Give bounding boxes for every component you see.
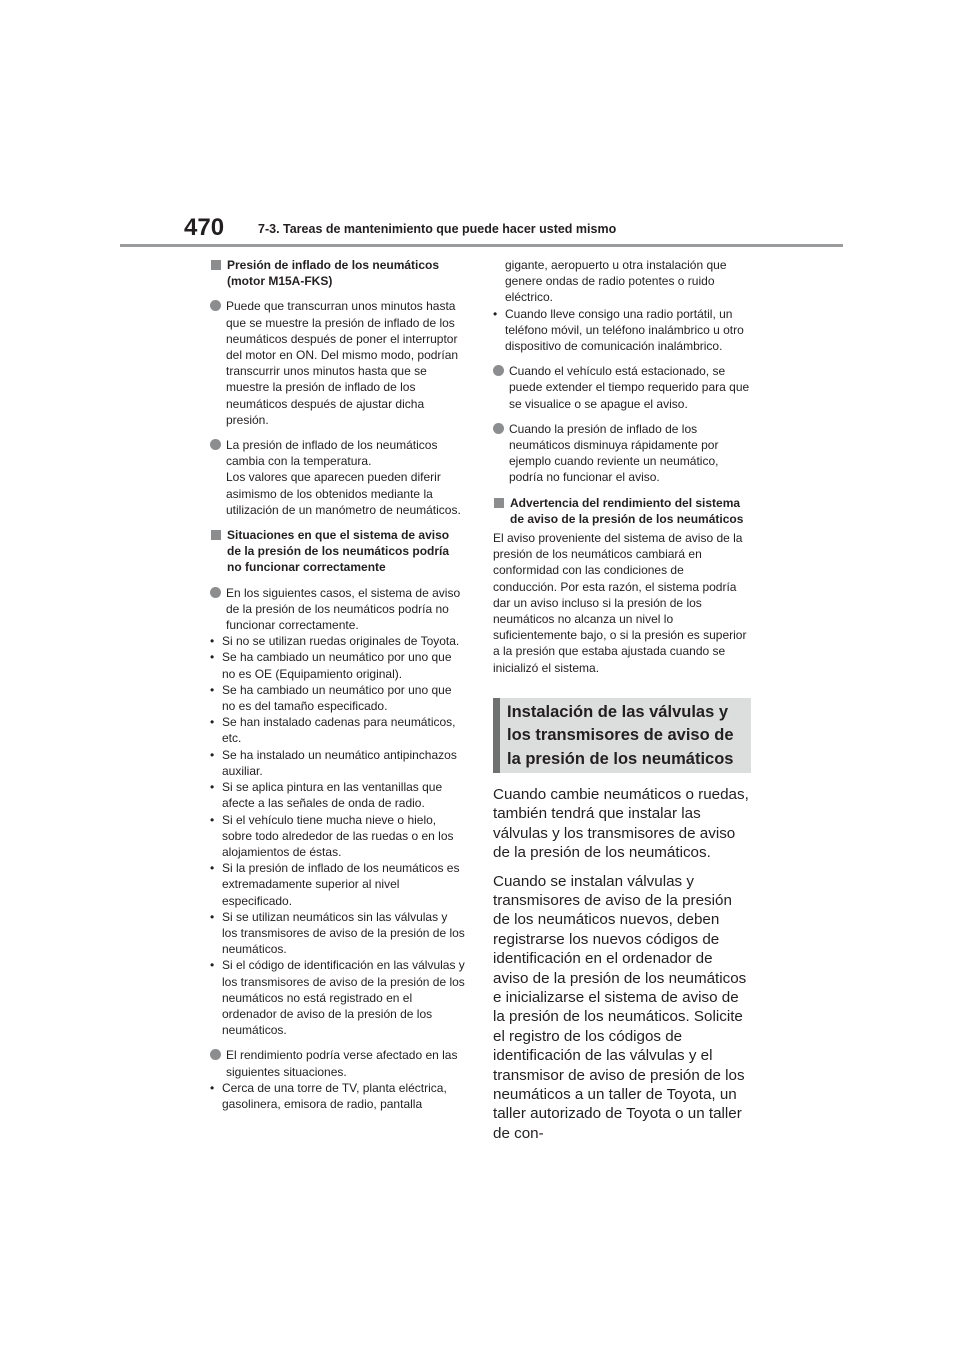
bullet-text: Puede que transcurran unos minutos hasta que se muestre la presión de inflado de los neumáticos después de poner el interruptor del motor en ON. Del mismo modo, podrían transcurrir unos minutos hasta que se muestre la presión de inflado de los neumáticos después de ajustar dicha presión. [226, 299, 459, 427]
circle-bullet-icon [210, 587, 221, 598]
bullet-item [493, 421, 751, 486]
square-bullet-icon [211, 260, 221, 270]
circle-bullet-icon [493, 365, 504, 376]
bullet-item [210, 298, 466, 428]
sub-item: • Si el vehículo tiene mucha nieve o hielo, sobre todo alrededor de las ruedas o en los alojamientos de éstas. [210, 812, 454, 859]
section-title: 7-3. Tareas de mantenimiento que puede hacer usted mismo [258, 222, 617, 236]
section-heading-box [493, 698, 751, 773]
circle-bullet-icon [210, 300, 221, 311]
subheading-text: Advertencia del rendimiento del sistema de aviso de la presión de los neumáticos [510, 495, 744, 526]
bullet-text: En los siguientes casos, el sistema de aviso de la presión de los neumáticos podría no funcionar correctamente. [226, 585, 461, 633]
subheading [210, 527, 466, 576]
sub-item: • Se ha instalado un neumático antipinchazos auxiliar. [210, 747, 457, 778]
left-column [210, 257, 466, 1121]
paragraph: Cuando cambie neumáticos o ruedas, también tendrá que instalar las válvulas y los transmisores de aviso de la presión de los neumáticos. [493, 785, 749, 862]
sub-item: • Se ha cambiado un neumático por uno que no es OE (Equipamiento original). [210, 650, 452, 681]
circle-bullet-icon [493, 423, 504, 434]
bullet-text: Cuando el vehículo está estacionado, se puede extender el tiempo requerido para que se visualice o se apague el aviso. [509, 364, 750, 411]
circle-bullet-icon [210, 1049, 221, 1060]
circle-bullet-icon [210, 439, 221, 450]
subheading-text: Situaciones en que el sistema de aviso de la presión de los neumáticos podría no funcionar correctamente [227, 528, 450, 575]
paragraph: El aviso proveniente del sistema de aviso de la presión de los neumáticos cambiará en conformidad con las condiciones de conducción. Por esta razón, el sistema podría dar un aviso incluso si la presión de los neumáticos no alcanza un nivel lo suficientemente bajo, o si la presión es superior a la presión que estaba ajustada cuando se inicializó el sistema. [493, 531, 747, 675]
paragraph: Cuando se instalan válvulas y transmisores de aviso de la presión de los neumáticos nuevos, deben registrarse los nuevos códigos de identificación en el ordenador de aviso de la presión de los neumáticos e inicializarse el sistema de aviso de la presión de los neumáticos. Solicite el registro de los códigos de identificación de las válvulas y el transmisor de aviso de presión de los neumáticos a un taller de Toyota, un taller autorizado de Toyota o un taller de con- [493, 872, 747, 1142]
sub-item-continued: gigante, aeropuerto u otra instalación que genere ondas de radio potentes o ruido eléctrico. [505, 258, 727, 305]
bullet-item [493, 363, 751, 412]
square-bullet-icon [211, 530, 221, 540]
subheading [493, 495, 751, 527]
bullet-text: La presión de inflado de los neumáticos cambia con la temperatura. [226, 438, 438, 469]
sub-item: • Cerca de una torre de TV, planta eléctrica, gasolinera, emisora de radio, pantalla [210, 1080, 447, 1111]
page-number: 470 [184, 214, 225, 241]
subheading [210, 257, 466, 289]
subheading-text: Presión de inflado de los neumáticos (motor M15A-FKS) [227, 258, 440, 289]
sub-item: • Si la presión de inflado de los neumáticos es extremadamente superior al nivel especificado. [210, 861, 460, 908]
bullet-item [210, 1047, 466, 1112]
right-column [493, 257, 751, 1152]
section-heading: Instalación de las válvulas y los transmisores de aviso de la presión de los neumáticos [507, 702, 734, 768]
sub-item: • Cuando lleve consigo una radio portátil, un teléfono móvil, un teléfono inalámbrico u otro dispositivo de comunicación inalámbrico. [493, 306, 744, 354]
bullet-text: Los valores que aparecen pueden diferir asimismo de los obtenidos mediante la utilización de un manómetro de neumáticos. [226, 470, 461, 517]
sub-item: • Se ha cambiado un neumático por uno que no es del tamaño especificado. [210, 682, 452, 714]
bullet-text: Cuando la presión de inflado de los neumáticos disminuya rápidamente por ejemplo cuando reviente un neumático, podría no funcionar el aviso. [509, 421, 719, 485]
bullet-item [210, 437, 466, 518]
header-divider [120, 244, 843, 247]
bullet-text: El rendimiento podría verse afectado en las siguientes situaciones. [226, 1048, 458, 1079]
sub-item: • Si se utilizan neumáticos sin las válvulas y los transmisores de aviso de la presión de los neumáticos. [210, 909, 465, 957]
sub-item: • Se han instalado cadenas para neumáticos, etc. [210, 715, 456, 746]
sub-item: • Si se aplica pintura en las ventanillas que afecte a las señales de onda de radio. [210, 780, 443, 811]
bullet-item [210, 585, 466, 1039]
square-bullet-icon [494, 498, 504, 508]
page-header [184, 214, 844, 248]
sub-item: • Si no se utilizan ruedas originales de Toyota. [210, 634, 460, 649]
sub-item: • Si el código de identificación en las válvulas y los transmisores de aviso de la presión de los neumáticos no está registrado en el ordenador de aviso de la presión de los neumáticos. [210, 958, 465, 1038]
